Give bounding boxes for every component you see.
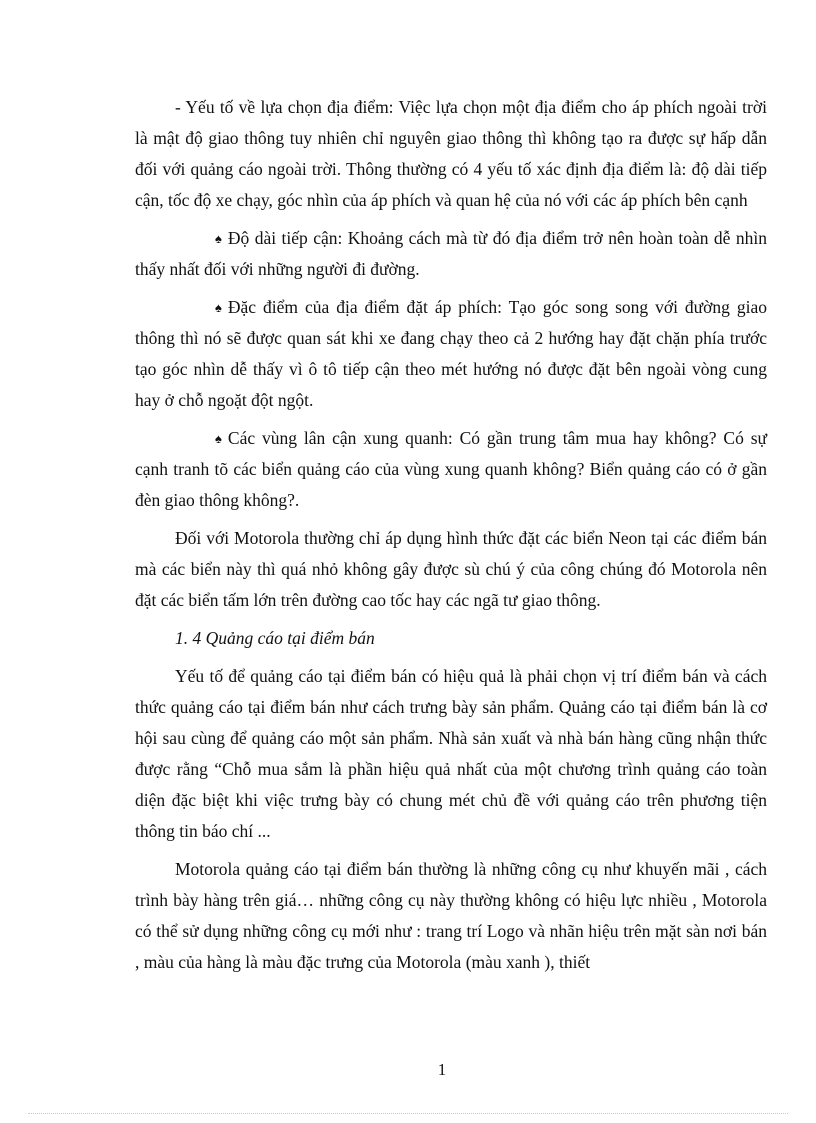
paragraph-text: Motorola quảng cáo tại điểm bán thường là những công cụ như khuyến mãi , cách trình bày hàng trên giá… những công cụ này thường không có hiệu lực nhiều , Motorola có thể sử dụng những công cụ mới như : trang trí Logo và nhãn hiệu trên mặt sàn nơi bán , màu của hàng là màu đặc trưng của Motorola (màu xanh ), thiết (135, 859, 767, 972)
bullet-text: Độ dài tiếp cận: Khoảng cách mà từ đó địa điểm trở nên hoàn toàn dễ nhìn thấy nhất đối với những người đi đường. (135, 228, 767, 279)
section-heading-text: 1. 4 Quảng cáo tại điểm bán (175, 628, 375, 648)
section-heading (135, 623, 767, 654)
bullet-site-characteristics (135, 292, 767, 416)
bullet-approach-length (135, 223, 767, 285)
page-body (135, 92, 767, 985)
spade-bullet-icon: ♠ (215, 431, 222, 446)
paragraph-location-factors (135, 92, 767, 216)
bullet-text: Đặc điểm của địa điểm đặt áp phích: Tạo góc song song với đường giao thông thì nó sẽ được quan sát khi xe đang chạy theo cả 2 hướng hay đặt chặn phía trước tạo góc nhìn dễ thấy vì ô tô tiếp cận theo mét hướng nó được đặt bên ngoài vòng cung hay ở chỗ ngoặt đột ngột. (135, 297, 767, 410)
spade-bullet-icon: ♠ (215, 231, 222, 246)
page-bottom-divider (28, 1113, 788, 1114)
spade-bullet-icon: ♠ (215, 300, 222, 315)
paragraph-point-of-sale (135, 661, 767, 847)
paragraph-text: Yếu tố để quảng cáo tại điểm bán có hiệu quả là phải chọn vị trí điểm bán và cách thức quảng cáo tại điểm bán như cách trưng bày sản phẩm. Quảng cáo tại điểm bán là cơ hội sau cùng để quảng cáo một sản phẩm. Nhà sản xuất và nhà bán hàng cũng nhận thức được rằng “Chỗ mua sắm là phần hiệu quả nhất của một chương trình quảng cáo toàn diện đặc biệt khi việc trưng bày có chung mét chủ đề với quảng cáo trên phương tiện thông tin báo chí ... (135, 666, 767, 841)
paragraph-text: Đối với Motorola thường chỉ áp dụng hình thức đặt các biển Neon tại các điểm bán mà các biển này thì quá nhỏ không gây được sù chú ý của công chúng đó Motorola nên đặt các biển tấm lớn trên đường cao tốc hay các ngã tư giao thông. (135, 528, 767, 610)
paragraph-motorola-pos (135, 854, 767, 978)
bullet-text: Các vùng lân cận xung quanh: Có gần trung tâm mua hay không? Có sự cạnh tranh tõ các biển quảng cáo của vùng xung quanh không? Biển quảng cáo có ở gần đèn giao thông không?. (135, 428, 767, 510)
bullet-surrounding-areas (135, 423, 767, 516)
paragraph-text: - Yếu tố về lựa chọn địa điểm: Việc lựa chọn một địa điểm cho áp phích ngoài trời là mật độ giao thông tuy nhiên chỉ nguyên giao thông thì không tạo ra được sự hấp dẫn đối với quảng cáo ngoài trời. Thông thường có 4 yếu tố xác định địa điểm là: độ dài tiếp cận, tốc độ xe chạy, góc nhìn của áp phích và quan hệ của nó với các áp phích bên cạnh (135, 97, 767, 210)
page-number: 1 (437, 1060, 447, 1079)
paragraph-motorola-neon (135, 523, 767, 616)
